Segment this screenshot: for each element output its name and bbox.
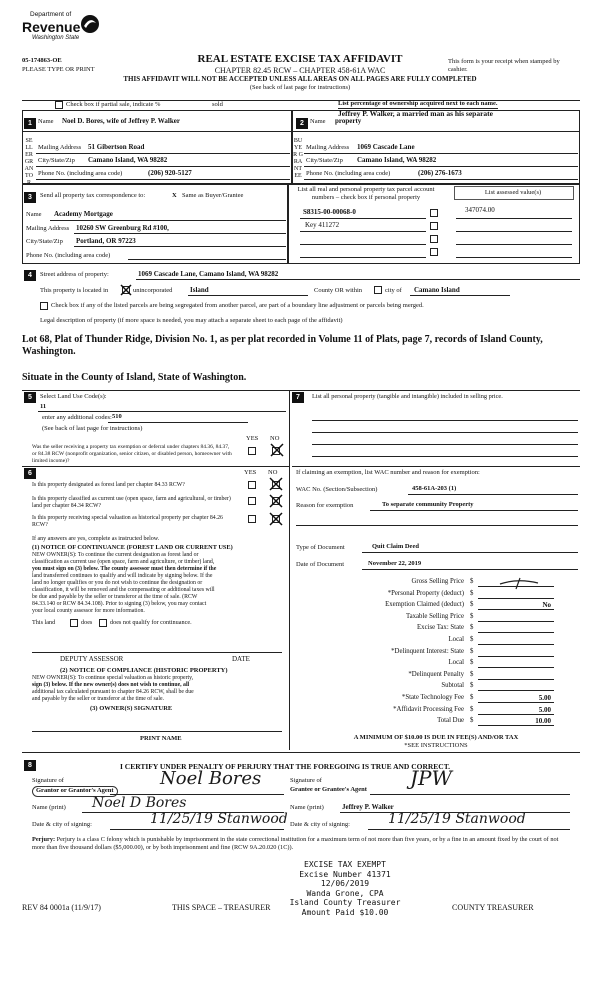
additional-label: enter any additional codes: xyxy=(42,414,112,421)
grantor-signature[interactable]: Noel Bores xyxy=(160,768,262,789)
s6-q1-yes-checkbox[interactable] xyxy=(248,481,256,489)
fin-dollar-gross: $ xyxy=(470,578,474,585)
partial-sale-label: Check box if partial sale, indicate % xyxy=(66,101,161,108)
section-7-badge: 7 xyxy=(292,392,304,403)
seller-name-label: Name xyxy=(38,118,54,125)
s6-yes: YES xyxy=(244,469,257,476)
receipt-note: This form is your receipt when stamped by cashier. xyxy=(448,58,560,73)
doc-type-value[interactable]: Quit Claim Deed xyxy=(372,543,419,550)
street-label: Street address of property: xyxy=(40,271,109,278)
logo-revenue: Revenue xyxy=(22,19,81,35)
wac-label: WAC No. (Section/Subsection) xyxy=(296,486,378,493)
partial-sold-label: sold xyxy=(212,101,223,108)
assessed-1[interactable]: 347074.00 xyxy=(465,206,495,214)
segregate-label: Check box if any of the listed parcels are being segregated from another parcel, are part of a boundary line adjustment or parcels being merged. xyxy=(51,302,424,309)
seller-phone-label: Phone No. (including area code) xyxy=(38,170,123,177)
notice-2-line-d: and payable by the seller or transferor at the time of sale. xyxy=(32,696,164,702)
land-doesnot-checkbox[interactable] xyxy=(99,619,107,627)
stamp-line-5: Island County Treasurer xyxy=(289,898,401,907)
land-does: does xyxy=(81,619,93,626)
grantee-signature[interactable]: JPW xyxy=(410,766,453,790)
fin-dollar-exemption: $ xyxy=(470,601,474,609)
please-type: PLEASE TYPE OR PRINT xyxy=(22,66,95,73)
fin-dollar-taxable: $ xyxy=(470,612,474,620)
buyer-phone[interactable]: (206) 276-1673 xyxy=(418,169,462,177)
fin-label-local2: Local xyxy=(448,659,464,667)
grantee-date-label: Date & city of signing: xyxy=(290,821,350,828)
county-value[interactable]: Island xyxy=(190,286,209,294)
buyer-name-label: Name xyxy=(310,118,326,125)
buyer-name-top[interactable]: Jeffrey P. Walker, a married man as his separate xyxy=(338,109,493,118)
notice-1-line-a: NEW OWNER(S): To continue the current designation as forest land or xyxy=(32,552,199,558)
grantee-label: Grantee or Grantee's Agent xyxy=(290,786,367,793)
fin-dollar-subtotal: $ xyxy=(470,682,474,690)
form-chapter: CHAPTER 82.45 RCW – CHAPTER 458-61A WAC xyxy=(214,66,386,75)
grantor-date-label: Date & city of signing: xyxy=(32,821,92,828)
seller-name[interactable]: Noel D. Bores, wife of Jeffrey P. Walker xyxy=(62,117,180,125)
city-checkbox[interactable] xyxy=(374,286,382,294)
fin-value-tech[interactable]: 5.00 xyxy=(538,694,551,702)
fin-dollar-local2: $ xyxy=(470,659,474,667)
logo-dept: Department of xyxy=(30,11,72,18)
corr-selection[interactable]: X xyxy=(172,192,177,199)
seller-phone[interactable]: (206) 920-5127 xyxy=(148,169,192,177)
wac-value[interactable]: 458-61A-203 (1) xyxy=(412,485,457,492)
s6-q2-check-mark-icon xyxy=(269,494,283,508)
notice-2-title: (2) NOTICE OF COMPLIANCE (HISTORIC PROPERTY) xyxy=(60,667,228,674)
section-6-badge: 6 xyxy=(24,468,36,479)
corr-name[interactable]: Academy Mortgage xyxy=(54,210,113,218)
corr-city-label: City/State/Zip xyxy=(26,238,63,245)
doc-date-value[interactable]: November 22, 2019 xyxy=(368,560,422,567)
stamp-line-6: Amount Paid $10.00 xyxy=(301,907,389,917)
street-address[interactable]: 1069 Cascade Lane, Camano Island, WA 98282 xyxy=(138,270,279,278)
notice-1-line-b: classification as current use (open space, farm and agriculture, or timber) land, xyxy=(32,559,215,565)
land-use-label: Select Land Use Code(s): xyxy=(40,393,107,400)
stamp-line-4: Wanda Grone, CPA xyxy=(306,888,384,898)
grantor-name-label: Name (print) xyxy=(32,804,66,811)
unincorporated-check-mark-icon xyxy=(120,284,132,296)
see-back: (See back of last page for instructions) xyxy=(249,84,351,91)
fin-dollar-delinq_int: $ xyxy=(470,647,474,655)
seller-city[interactable]: Camano Island, WA 98282 xyxy=(88,156,168,164)
notice-1-line-d: land transferred continues to qualify and will indicate by signing below. If the xyxy=(32,573,213,579)
logo-state: Washington State xyxy=(32,35,80,41)
s6-no: NO xyxy=(268,469,278,476)
parcel-4-personal-checkbox[interactable] xyxy=(430,248,438,256)
notice-1-title: (1) NOTICE OF CONTINUANCE (FOREST LAND OR CURRENT USE) xyxy=(32,544,233,551)
s5-no-check-mark-icon xyxy=(270,443,284,457)
fin-label-taxable: Taxable Selling Price xyxy=(405,612,464,620)
notice-1-line-e: land no longer qualifies or you do not wish to continue the designation or xyxy=(32,580,203,586)
section-5-badge: 5 xyxy=(24,392,36,403)
notice-2-line-c: additional tax calculated pursuant to chapter 84.26 RCW, shall be due xyxy=(32,689,194,695)
section-1-badge: 1 xyxy=(24,118,36,129)
buyer-phone-label: Phone No. (including area code) xyxy=(306,170,391,177)
seller-mail[interactable]: 51 Gibertson Road xyxy=(88,143,145,151)
grantor-label: Grantor or Grantor's Agent xyxy=(32,786,118,797)
s5-no: NO xyxy=(270,435,280,442)
corr-phone-label: Phone No. (including area code) xyxy=(26,252,111,259)
fin-label-personal: *Personal Property (deduct) xyxy=(387,589,464,597)
fin-label-total: Total Due xyxy=(437,717,464,725)
land-doesnot: does not qualify for continuance. xyxy=(110,619,192,626)
located-label: This property is located in xyxy=(40,287,109,294)
partial-sale-checkbox[interactable] xyxy=(55,101,63,109)
section-8-badge: 8 xyxy=(24,760,36,771)
fin-dollar-personal: $ xyxy=(470,589,474,597)
notice-2-line-a: NEW OWNER(S): To continue special valuation as historic property, xyxy=(32,675,194,681)
buyer-mail-label: Mailing Address xyxy=(306,144,350,151)
parcel-2[interactable]: Key 411272 xyxy=(305,221,340,229)
buyer-mail[interactable]: 1069 Cascade Lane xyxy=(357,143,415,151)
s6-q3-yes-checkbox[interactable] xyxy=(248,515,256,523)
grantor-sig-label: Signature of xyxy=(32,777,64,784)
fin-value-affidavit[interactable]: 5.00 xyxy=(538,705,551,714)
minimum-due: A MINIMUM OF $10.00 IS DUE IN FEE(S) AND/OR TAX xyxy=(353,734,519,741)
additional-code[interactable]: 510 xyxy=(112,413,122,420)
stamp-line-2: Excise Number 41371 xyxy=(299,869,391,879)
fin-dollar-delinq_pen: $ xyxy=(470,670,474,678)
grantee-name[interactable]: Jeffrey P. Walker xyxy=(342,803,394,811)
land-use-code[interactable]: 11 xyxy=(40,403,47,410)
parcel-1[interactable]: S8315-00-00068-0 xyxy=(303,208,356,216)
fin-label-excise_state: Excise Tax: State xyxy=(417,624,464,632)
corr-same: Same as Buyer/Grantee xyxy=(182,192,244,199)
personal-property-label: List all personal property (tangible and intangible) included in selling price. xyxy=(312,393,503,400)
section-4-badge: 4 xyxy=(24,270,36,281)
notice-1-line-i: your local county assessor for more information. xyxy=(32,608,145,614)
fin-label-delinq_int: *Delinquent Interest: State xyxy=(391,647,464,655)
reason-label: Reason for exemption xyxy=(296,502,354,509)
form-title: REAL ESTATE EXCISE TAX AFFIDAVIT xyxy=(197,53,403,65)
fin-label-subtotal: Subtotal xyxy=(441,682,464,690)
section-2-badge: 2 xyxy=(296,118,308,129)
owner-signature: (3) OWNER(S) SIGNATURE xyxy=(90,705,173,712)
s6-q2: Is this property classified as current use (open space, farm and agricultural, or timber) land per chapter 84.34 RCW? xyxy=(32,496,231,509)
fin-dollar-affidavit: $ xyxy=(470,705,474,713)
fin-label-local: Local xyxy=(448,636,464,643)
land-use-see: (See back of last page for instructions) xyxy=(42,425,143,432)
fin-dollar-local: $ xyxy=(470,636,474,643)
county-or-within: County OR within xyxy=(314,287,363,294)
perjury-label: Perjury: xyxy=(32,836,56,843)
fin-label-delinq_pen: *Delinquent Penalty xyxy=(408,670,464,678)
grantee-name-label: Name (print) xyxy=(290,804,324,811)
print-name: PRINT NAME xyxy=(140,735,182,742)
corr-mail[interactable]: 10260 SW Greenburg Rd #100, xyxy=(76,224,169,232)
fin-dollar-tech: $ xyxy=(470,694,474,701)
unincorporated-label: unincorporated xyxy=(133,287,173,294)
grantor-date[interactable]: 11/25/19 Stanwood xyxy=(150,811,288,827)
legal-label: Legal description of property (if more space is needed, you may attach a separate sheet to each page of the affidavit) xyxy=(40,317,343,324)
logo-swirl-icon xyxy=(80,14,100,34)
corr-label: Send all property tax correspondence to: xyxy=(40,192,146,199)
doc-date-label: Date of Document xyxy=(296,561,345,568)
grantee-sig-label: Signature of xyxy=(290,777,322,784)
seller-city-label: City/State/Zip xyxy=(38,157,75,164)
assessed-head-frame xyxy=(454,186,574,200)
treasurer-space: THIS SPACE – TREASURER xyxy=(172,903,271,912)
rev-number: REV 84 0001a (11/9/17) xyxy=(22,903,101,912)
doc-type-label: Type of Document xyxy=(296,544,345,551)
deputy-assessor: DEPUTY ASSESSOR xyxy=(60,655,124,663)
county-treasurer: COUNTY TREASURER xyxy=(452,903,534,912)
buyer-name[interactable]: property xyxy=(335,117,362,125)
fin-label-exemption: Exemption Claimed (deduct) xyxy=(385,601,464,609)
s6-ifany: If any answers are yes, complete as instructed below. xyxy=(32,536,160,542)
s5-yes-checkbox[interactable] xyxy=(248,447,256,455)
parcel-1-personal-checkbox[interactable] xyxy=(430,209,438,217)
grantee-date[interactable]: 11/25/19 Stanwood xyxy=(388,811,526,827)
exemption-label: If claiming an exemption, list WAC number and reason for exemption: xyxy=(296,469,480,476)
perjury-text: Perjury is a class C felony which is punishable by imprisonment in the state correctional institution for a maximum term of not more than five years, or by a fine in an amount fixed by the court of not more than five thousand dollars ($5,000.00), or by both imprisonment and fine (RCW 9A.20.020 (1C)). xyxy=(32,836,559,851)
legal-description[interactable]: Lot 68, Plat of Thunder Ridge, Division No. 1, as per plat recorded in Volume 11 of Plats, page 7, records of Island County, Washington. xyxy=(22,334,543,357)
s5-yes: YES xyxy=(246,435,259,442)
notice-2-line-b: sign (3) below. If the new owner(s) does not wish to continue, all xyxy=(32,682,190,688)
seller-mail-label: Mailing Address xyxy=(38,144,82,151)
grantor-name[interactable]: Noel D Bores xyxy=(92,795,187,811)
fin-value-total[interactable]: 10.00 xyxy=(535,717,551,726)
s6-q3-check-mark-icon xyxy=(269,512,283,526)
deputy-date: DATE xyxy=(232,655,250,663)
reason-value[interactable]: To separate community Property xyxy=(382,501,474,508)
city-of-label: city of xyxy=(385,287,402,294)
stamp-line-3: 12/06/2019 xyxy=(320,879,370,888)
notice-1-line-g: be due and payable by the seller or transferor at the time of sale. (RCW xyxy=(32,594,198,600)
s6-q1: Is this property designated as forest land per chapter 84.33 RCW? xyxy=(32,482,185,488)
s6-q3: Is this property receiving special valuation as historical property per chapter 84.26 RCW? xyxy=(32,515,223,528)
buyer-city-label: City/State/Zip xyxy=(306,157,343,164)
fin-dollar-excise_state: $ xyxy=(470,624,474,632)
notice-1-line-h: 84.33.140 or RCW 84.34.108). Prior to signing (3) below, you may contact xyxy=(32,601,207,607)
gross-price-dash-icon xyxy=(498,576,542,590)
fin-label-affidavit: *Affidavit Processing Fee xyxy=(393,705,464,713)
fin-label-gross: Gross Selling Price xyxy=(411,578,464,585)
corr-mail-label: Mailing Address xyxy=(26,225,70,232)
corr-name-label: Name xyxy=(26,211,42,218)
fin-label-tech: *State Technology Fee xyxy=(401,694,464,701)
situate[interactable]: Situate in the County of Island, State of Washington. xyxy=(22,372,247,383)
s5-question: Was the seller receiving a property tax exemption or deferral under chapters 84.36, 84.37, or 84.38 RCW (nonprofit organization, senior citizen, or disabled person, homeowner with limited income)? xyxy=(32,444,232,464)
section-3-badge: 3 xyxy=(24,192,36,203)
city-value[interactable]: Camano Island xyxy=(414,286,460,294)
notice-1-line-c: you must sign on (3) below. The county assessor must then determine if the xyxy=(32,566,217,572)
stamp-line-1: EXCISE TAX EXEMPT xyxy=(304,860,386,869)
s6-q1-check-mark-icon xyxy=(269,477,283,491)
fin-dollar-total: $ xyxy=(470,717,474,725)
land-does-checkbox[interactable] xyxy=(70,619,78,627)
certify: I CERTIFY UNDER PENALTY OF PERJURY THAT THE FOREGOING IS TRUE AND CORRECT. xyxy=(120,762,451,771)
parcel-3-personal-checkbox[interactable] xyxy=(430,235,438,243)
fin-value-exemption[interactable]: No xyxy=(542,601,551,610)
see-instructions: *SEE INSTRUCTIONS xyxy=(404,742,468,749)
form-id: 05-174863-OE xyxy=(22,57,62,64)
buyer-side-label: BUYER GRANTEE xyxy=(293,138,303,179)
segregate-checkbox[interactable] xyxy=(40,302,48,310)
buyer-city[interactable]: Camano Island, WA 98282 xyxy=(357,156,437,164)
land-label: This land xyxy=(32,619,56,626)
perjury-note xyxy=(32,836,572,852)
notice-1-line-f: classification, it will be removed and the compensating or additional taxes will xyxy=(32,587,215,593)
ownership-note: List percentage of ownership acquired next to each name. xyxy=(338,100,498,107)
assessed-head: List assessed value(s) xyxy=(484,189,542,196)
form-warning: THIS AFFIDAVIT WILL NOT BE ACCEPTED UNLESS ALL AREAS ON ALL PAGES ARE FULLY COMPLETED xyxy=(123,75,477,83)
seller-side-label: SELLER GRANTOR xyxy=(24,138,34,186)
s6-q2-yes-checkbox[interactable] xyxy=(248,497,256,505)
parcels-head: List all real and personal property tax parcel account numbers – check box if personal property xyxy=(297,186,435,201)
corr-city[interactable]: Portland, OR 97223 xyxy=(76,237,136,245)
treasurer-stamp xyxy=(260,860,430,917)
parcel-2-personal-checkbox[interactable] xyxy=(430,222,438,230)
